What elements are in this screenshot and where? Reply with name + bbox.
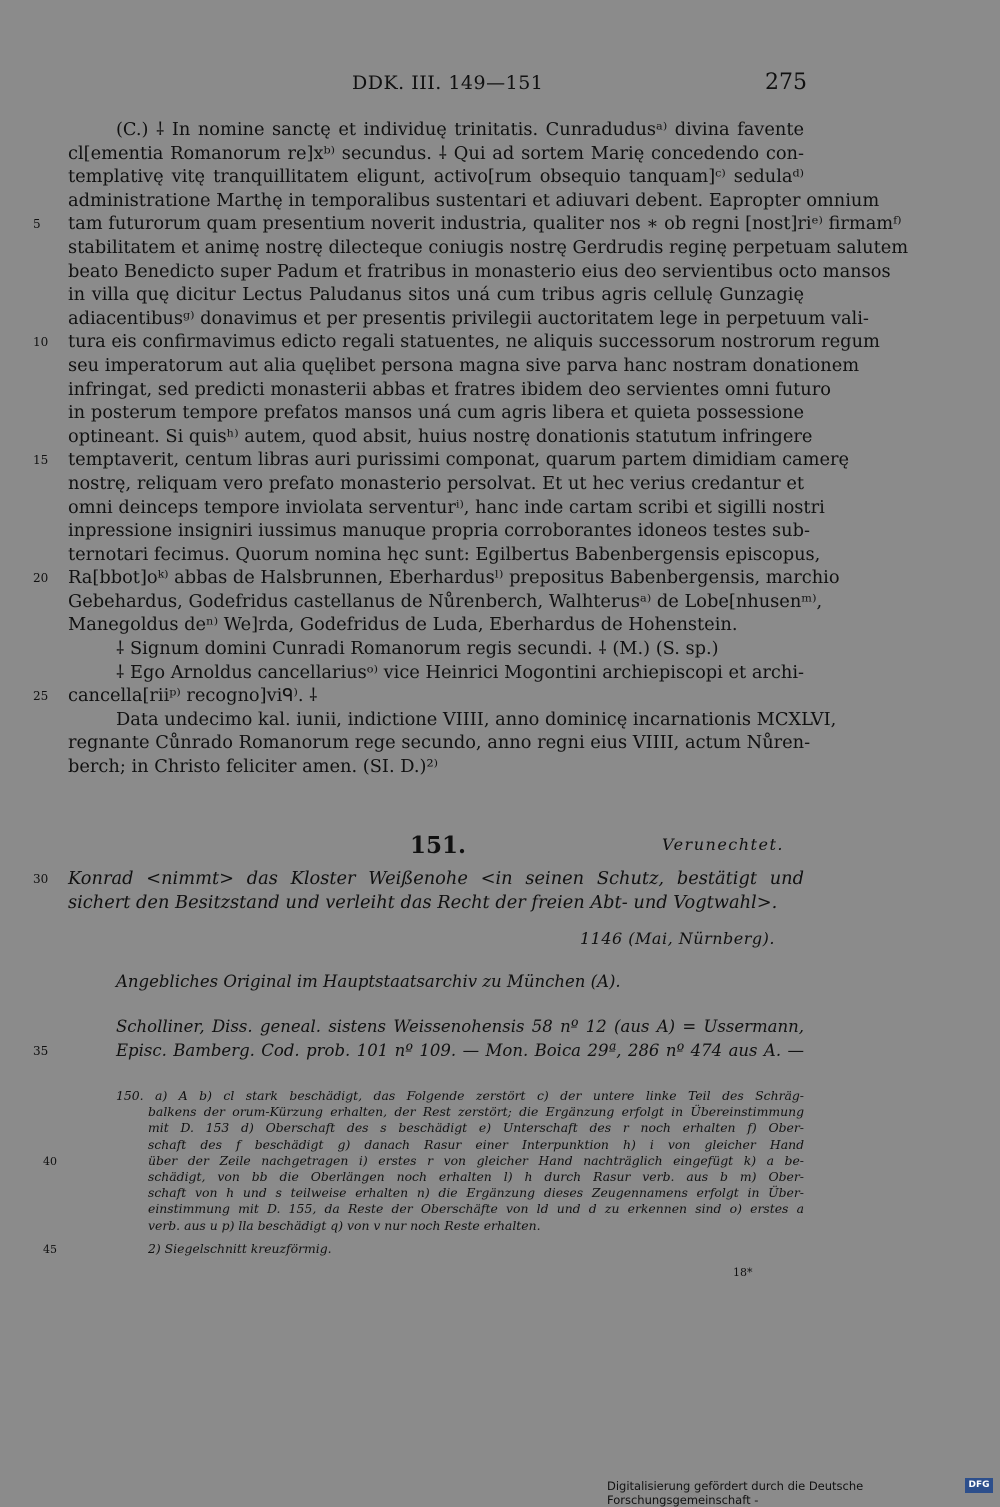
footnote-line <box>0 1137 1000 1153</box>
regest-line <box>0 891 1000 915</box>
line-text: Ra[bbot]oᵏ⁾ abbas de Halsbrunnen, Eberhardusˡ⁾ prepositus Babenbergensis, marchio <box>68 567 840 589</box>
line-number: 30 <box>33 872 49 886</box>
line-text: Manegoldus deⁿ⁾ We]rda, Godefridus de Luda, Eberhardus de Hohenstein. <box>68 614 738 636</box>
line-number: 10 <box>33 335 49 350</box>
text-line <box>0 189 1000 213</box>
charter-text <box>0 118 1000 779</box>
footnote-line <box>0 1185 1000 1201</box>
line-number: 25 <box>33 689 49 704</box>
text-line <box>0 283 1000 307</box>
line-text: templativę vitę tranquillitatem eligunt, activo[rum obsequio tanquam]ᶜ⁾ sedulaᵈ⁾ <box>68 166 804 188</box>
text-line <box>0 708 1000 732</box>
document-number: 151. <box>410 832 467 859</box>
line-text: Data undecimo kal. iunii, indictione VIIII, anno dominicę incarnationis MCXLVI, <box>116 708 837 730</box>
text-line <box>0 613 1000 637</box>
line-text: beato Benedicto super Padum et fratribus in monasterio eius deo servientibus octo mansos <box>68 260 891 282</box>
footnote-line <box>0 1169 1000 1185</box>
text-line <box>0 165 1000 189</box>
text-line <box>0 684 1000 708</box>
line-text: cancella[riiᵖ⁾ recogno]viᑫ⁾. ⸸ <box>68 685 318 707</box>
text-line <box>0 755 1000 779</box>
line-text: optineant. Si quisʰ⁾ autem, quod absit, huius nostrę donationis statutum infringere <box>68 425 813 447</box>
line-number: 15 <box>33 453 49 468</box>
original-line: Angebliches Original im Hauptstaatsarchiv zu München (A). <box>116 972 621 991</box>
line-text: regnante Cůnrado Romanorum rege secundo, anno regni eius VIIII, actum Nůren- <box>68 732 811 754</box>
text-line <box>0 236 1000 260</box>
line-text: 150. a) A b) cl stark beschädigt, das Folgende zerstört c) der untere linke Teil des Schräg- <box>116 1088 804 1103</box>
regest <box>0 867 1000 914</box>
text-line <box>0 118 1000 142</box>
text-line <box>0 543 1000 567</box>
line-text: omni deinceps tempore inviolata serventurⁱ⁾, hanc inde cartam scribi et sigilli nostri <box>68 496 825 518</box>
line-text: inpressione insigniri iussimus manuque propria corroborantes idoneos testes sub- <box>68 520 810 542</box>
line-text: in villa quę dicitur Lectus Paludanus sitos uná cum tribus agris cellulę Gunzagię <box>68 284 804 306</box>
line-text: schädigt, von bb die Oberlängen noch erhalten l) h durch Rasur verb. aus b m) Ober- <box>148 1168 804 1184</box>
line-text: Gebehardus, Godefridus castellanus de Nůrenberch, Walhterusᵃ⁾ de Lobe[nhusenᵐ⁾, <box>68 590 823 612</box>
text-line <box>0 496 1000 520</box>
text-line <box>0 661 1000 685</box>
dfg-logo[interactable]: DFG <box>965 1478 993 1493</box>
text-line <box>0 354 1000 378</box>
line-text: Episc. Bamberg. Cod. prob. 101 nº 109. — Mon. Boica 29ª, 286 nº 474 aus A. — <box>116 1040 804 1060</box>
regest-line <box>0 867 1000 891</box>
line-text: mit D. 153 d) Oberschaft des s beschädigt e) Unterschaft des r noch erhalten f) Ober- <box>148 1120 804 1136</box>
text-line <box>0 637 1000 661</box>
text-line <box>0 212 1000 236</box>
line-text: temptaverit, centum libras auri purissimi componat, quarum partem dimidiam camerę <box>68 449 850 471</box>
text-line <box>0 307 1000 331</box>
line-text: berch; in Christo feliciter amen. (SI. D.)²⁾ <box>68 756 438 778</box>
footnotes <box>0 1088 1000 1234</box>
line-text: schaft des f beschädigt g) danach Rasur einer Interpunktion h) i von gleicher Hand <box>148 1136 804 1152</box>
text-line <box>0 142 1000 166</box>
footnote-line <box>0 1201 1000 1217</box>
text-line <box>0 519 1000 543</box>
text-line <box>0 401 1000 425</box>
line-text: in posterum tempore prefatos mansos uná cum agris libera et quieta possessione <box>68 402 804 424</box>
line-number: 5 <box>33 217 41 232</box>
running-title: DDK. III. 149—151 <box>352 72 544 94</box>
line-text: einstimmung mit D. 155, da Reste der Oberschäfte von ld und d zu erkennen sind o) erstes a <box>148 1201 804 1217</box>
text-line <box>0 425 1000 449</box>
line-text: sichert den Besitzstand und verleiht das Recht der freien Abt- und Vogtwahl>. <box>68 891 778 913</box>
footer <box>0 1475 1000 1507</box>
literature-line <box>0 1039 1000 1063</box>
text-line <box>0 260 1000 284</box>
line-text: balkens der orum-Kürzung erhalten, der Rest zerstört; die Ergänzung erfolgt in Übereinstimmung <box>148 1104 804 1120</box>
line-number: 35 <box>33 1043 49 1058</box>
line-text: seu imperatorum aut alia quęlibet persona magna sive parva hanc nostram donationem <box>68 354 860 376</box>
text-line <box>0 472 1000 496</box>
text-line <box>0 731 1000 755</box>
document-heading <box>0 832 1000 862</box>
footer-text: Digitalisierung gefördert durch die Deutsche Forschungsgemeinschaft - <box>607 1479 864 1507</box>
text-line <box>0 566 1000 590</box>
line-text: über der Zeile nachgetragen i) erstes r von gleicher Hand nachträglich eingefügt k) a be- <box>148 1152 804 1168</box>
line-text: infringat, sed predicti monasterii abbas et fratres ibidem deo servientes omni futuro <box>68 378 831 400</box>
line-text: ⸸ Ego Arnoldus cancellariusᵒ⁾ vice Heinrici Mogontini archiepiscopi et archi- <box>116 661 805 683</box>
page-header <box>0 70 1000 100</box>
line-text: stabilitatem et animę nostrę dilecteque coniugis nostrę Gerdrudis reginę perpetuam salutem <box>68 236 909 258</box>
line-number: 45 <box>43 1243 57 1256</box>
line-text: nostrę, reliquam vero prefato monasterio persolvat. Et ut hec verius credantur et <box>68 472 804 494</box>
line-text: administratione Marthę in temporalibus sustentari et adiuvari debent. Eapropter omnium <box>68 189 880 211</box>
literature-line <box>0 1015 1000 1039</box>
line-text: ⸸ Signum domini Cunradi Romanorum regis secundi. ⸸ (M.) (S. sp.) <box>116 638 719 660</box>
line-text: Konrad <nimmt> das Kloster Weißenohe <in seinen Schutz, bestätigt und <box>68 868 804 889</box>
footnote-line <box>0 1104 1000 1120</box>
footnote-2: 2) Siegelschnitt kreuzförmig. <box>148 1241 332 1256</box>
line-text: tura eis confirmavimus edicto regali statuentes, ne aliquis successorum nostrorum regum <box>68 331 880 353</box>
line-text: schaft von h und s teilweise erhalten n) die Ergänzung dieses Zeugennamens erfolgt in Über- <box>148 1185 804 1201</box>
footnote-line <box>0 1088 1000 1104</box>
literature <box>0 1015 1000 1062</box>
line-number: 20 <box>33 571 49 586</box>
line-text: tam futurorum quam presentium noverit industria, qualiter nos ∗ ob regni [nost]riᵉ⁾ firmamᶠ⁾ <box>68 213 902 235</box>
date-line: 1146 (Mai, Nürnberg). <box>580 929 775 948</box>
line-text: Scholliner, Diss. geneal. sistens Weissenohensis 58 nº 12 (aus A) = Ussermann, <box>116 1017 804 1036</box>
line-text: cl[ementia Romanorum re]xᵇ⁾ secundus. ⸸ Qui ad sortem Marię concedendo con- <box>68 142 804 164</box>
page-number: 275 <box>765 70 807 95</box>
document-status: Verunechtet. <box>662 835 784 854</box>
text-line <box>0 378 1000 402</box>
text-line <box>0 590 1000 614</box>
footnote-line <box>0 1120 1000 1136</box>
line-text: verb. aus u p) lla beschädigt q) von v nur noch Reste erhalten. <box>148 1217 541 1233</box>
signature-mark: 18* <box>733 1266 753 1279</box>
line-text: (C.) ⸸ In nomine sanctę et individuę trinitatis. Cunradudusᵃ⁾ divina favente <box>116 119 804 140</box>
footnote-line <box>0 1153 1000 1169</box>
line-text: ternotari fecimus. Quorum nomina hęc sunt: Egilbertus Babenbergensis episcopus, <box>68 543 821 565</box>
line-number: 40 <box>43 1154 57 1168</box>
line-text: adiacentibusᵍ⁾ donavimus et per presentis privilegii auctoritatem lege in perpetuum vali- <box>68 307 869 329</box>
text-line <box>0 448 1000 472</box>
footnote-line <box>0 1218 1000 1234</box>
text-line <box>0 330 1000 354</box>
